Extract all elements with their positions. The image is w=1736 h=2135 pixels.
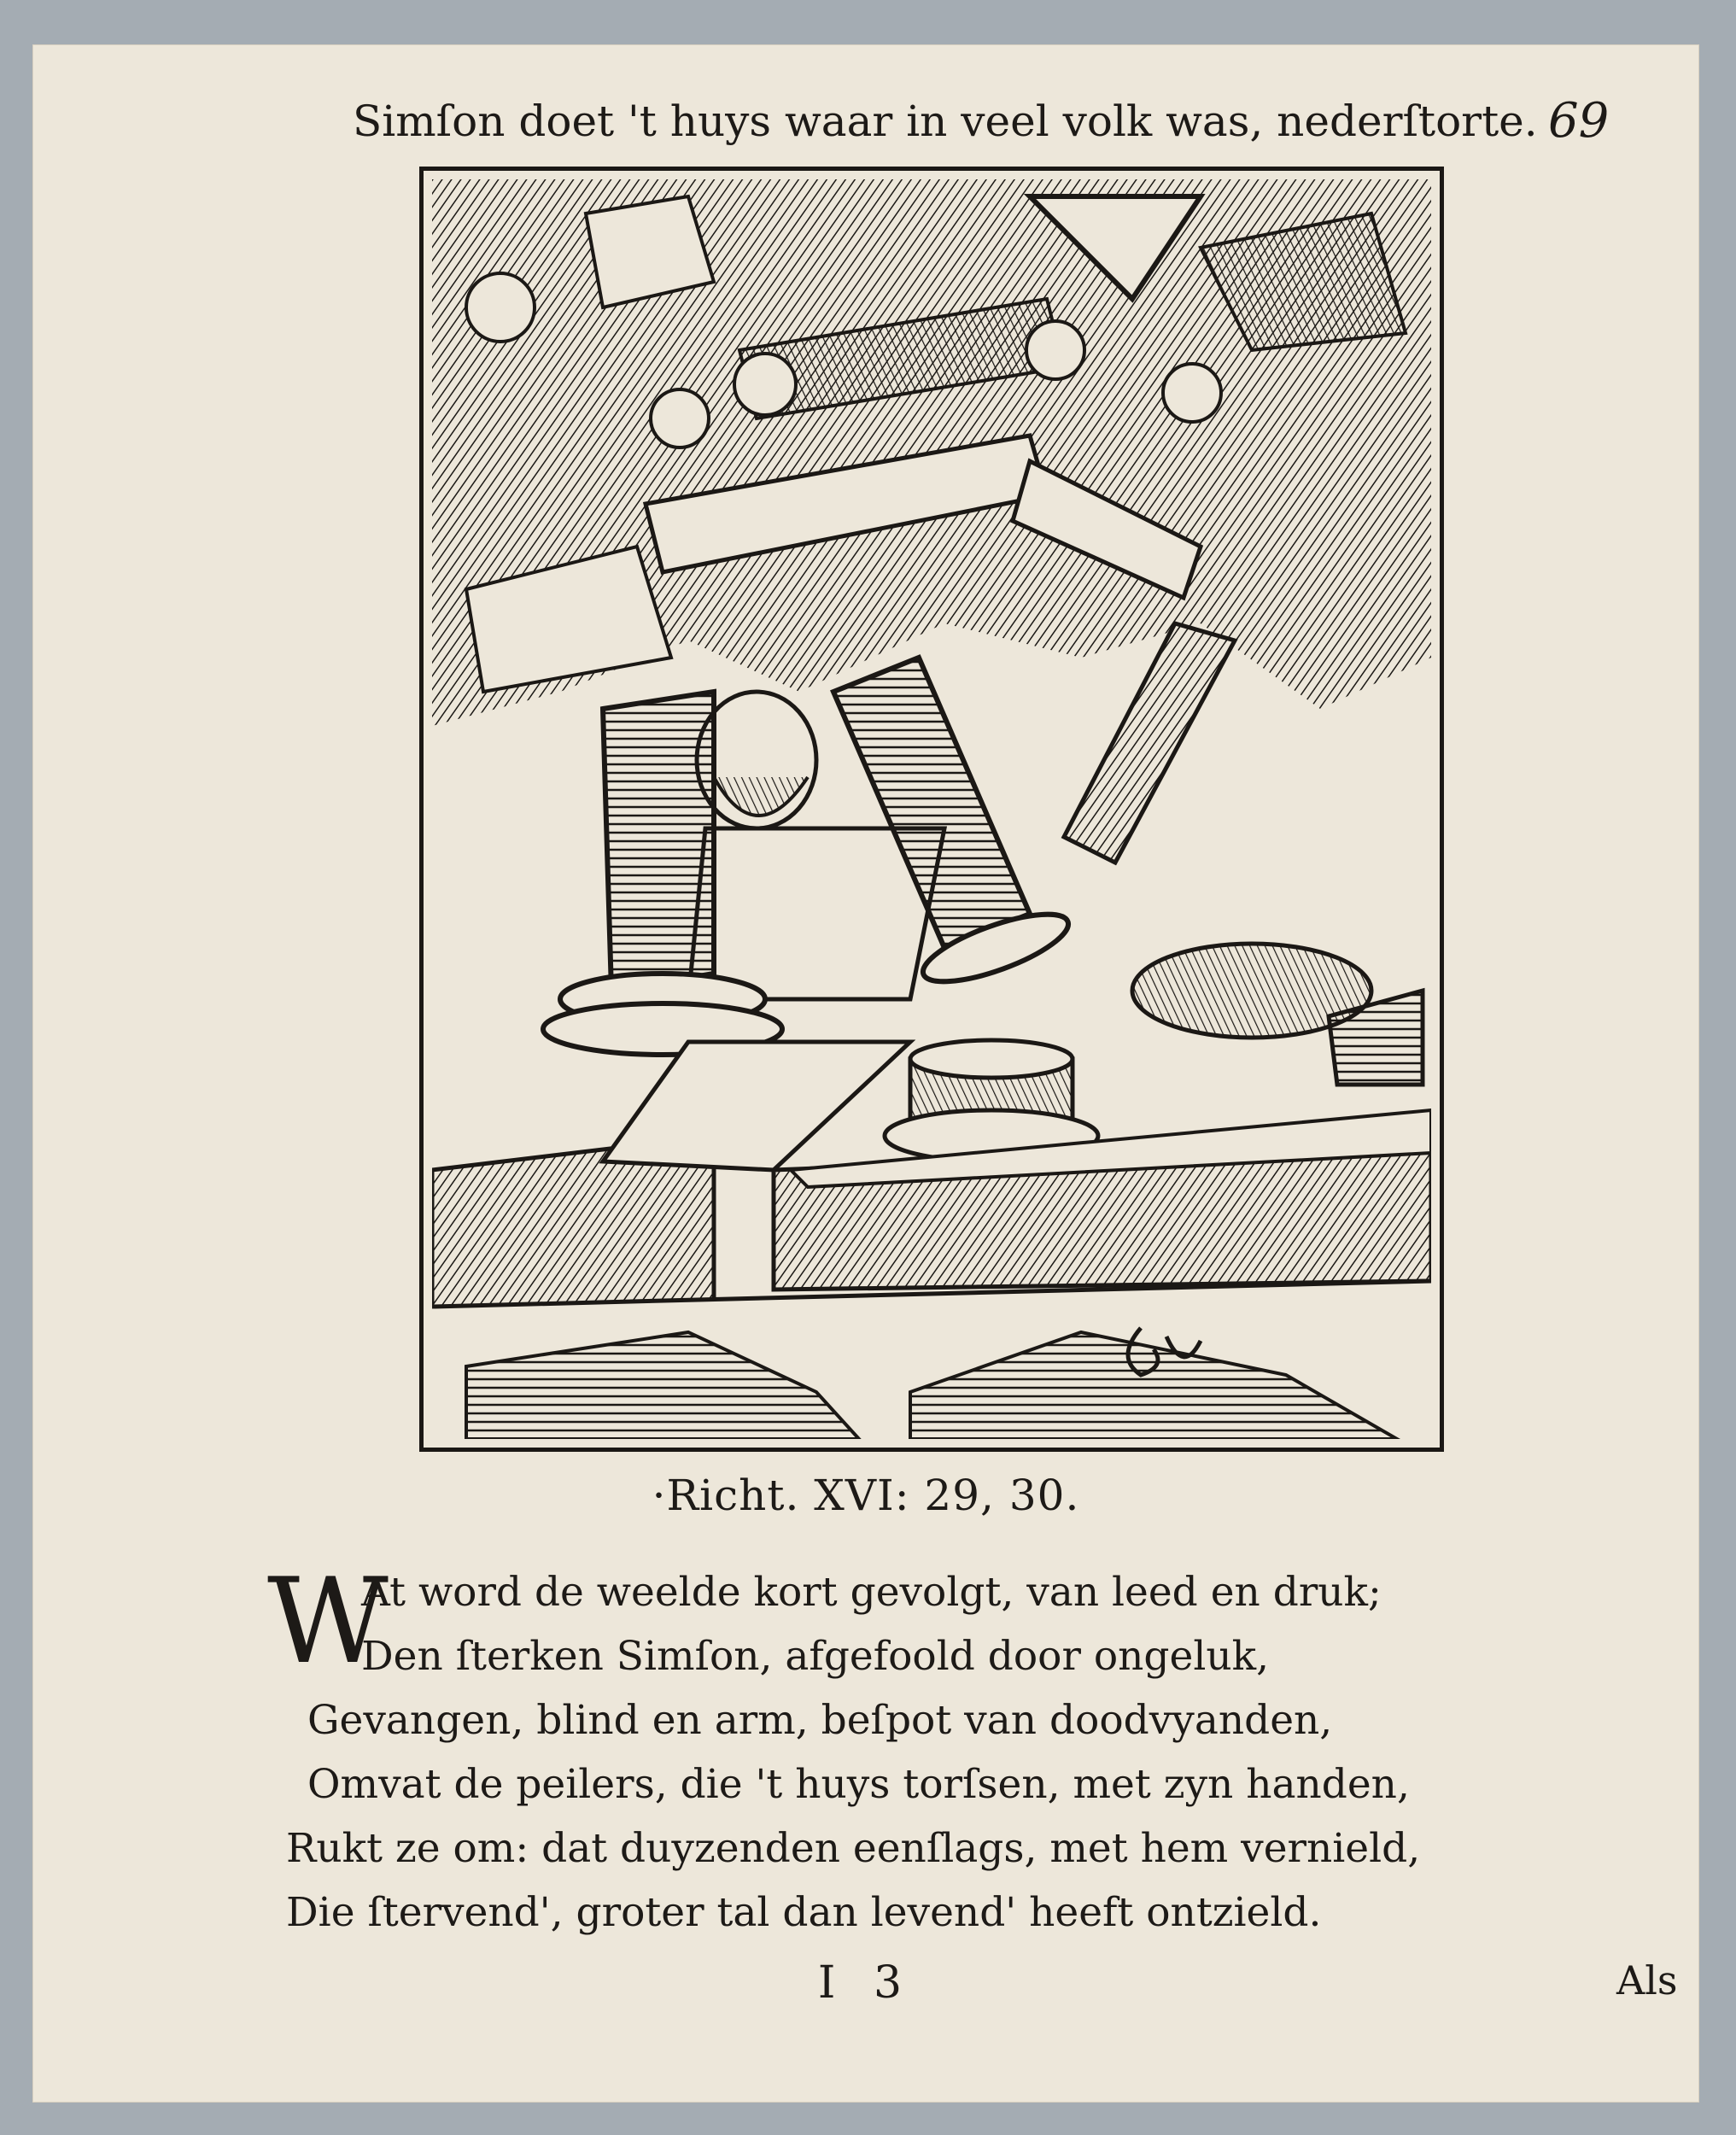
woodcut-illustration	[419, 167, 1444, 1452]
page-number: 69	[1548, 93, 1610, 149]
signature-mark: I 3	[817, 1957, 915, 2009]
verse-line-5: Rukt ze om: dat duyzenden eenſlags, met hem vernield,	[286, 1825, 1421, 1872]
verse-line-6: Die ſtervend', groter tal dan levend' heeft ontzield.	[286, 1889, 1322, 1936]
drop-cap-initial: W	[267, 1553, 389, 1690]
scripture-reference: ·Richt. XVI: 29, 30.	[652, 1471, 1080, 1520]
running-head: Simſon doet 't huys waar in veel volk was, nederſtorte.	[353, 97, 1538, 146]
catchword: Als	[1616, 1957, 1678, 2003]
verse-line-3: Gevangen, blind en arm, beſpot van doodvyanden,	[307, 1697, 1333, 1744]
woodcut-collapsing-temple	[432, 179, 1431, 1439]
verse-line-4: Omvat de peilers, die 't huys torſsen, met zyn handen,	[307, 1761, 1410, 1808]
verse-line-1: At word de weelde kort gevolgt, van leed en druk;	[361, 1569, 1382, 1616]
verse-line-2: Den ſterken Simſon, afgefoold door ongeluk,	[361, 1633, 1270, 1680]
verse-block	[267, 1553, 1548, 1945]
book-page	[32, 44, 1699, 2103]
